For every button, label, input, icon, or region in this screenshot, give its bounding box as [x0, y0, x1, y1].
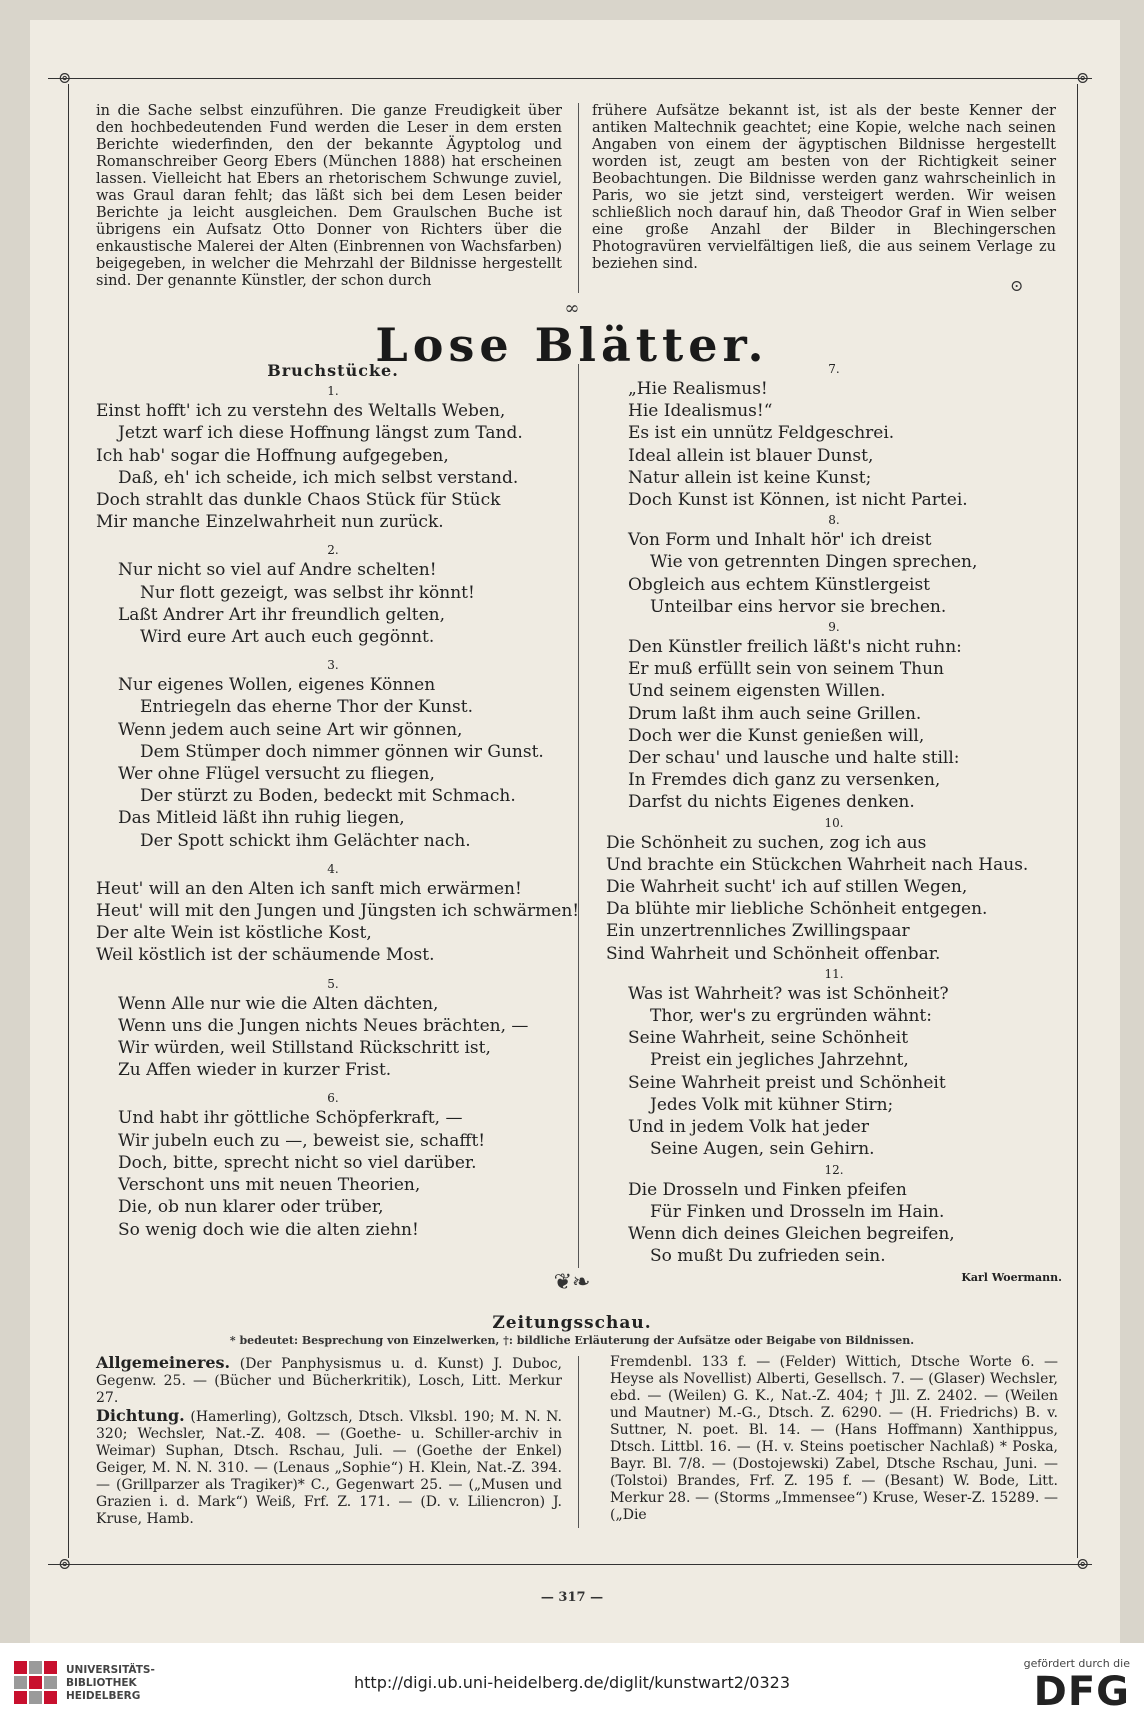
- university-name: UNIVERSITÄTS- BIBLIOTHEK HEIDELBERG: [66, 1663, 155, 1702]
- zeitung-entry: [96, 1407, 562, 1528]
- stanza-number: 1.: [327, 384, 339, 399]
- verse-line: Doch Kunst ist Können, ist nicht Partei.: [628, 490, 968, 511]
- verse-line: Darfst du nichts Eigenes denken.: [628, 792, 915, 813]
- verse-line: Seine Wahrheit preist und Schönheit: [628, 1072, 946, 1093]
- verse-line: Daß, eh' ich scheide, ich mich selbst verstand.: [118, 467, 519, 488]
- verse-line: Heut' will an den Alten ich sanft mich erwärmen!: [96, 878, 522, 899]
- prose-column-right: [592, 103, 1056, 273]
- zeitung-entry: [96, 1354, 562, 1407]
- verse-line: Die Wahrheit sucht' ich auf stillen Wegen,: [606, 877, 968, 898]
- verse-line: Wenn jedem auch seine Art wir gönnen,: [118, 719, 463, 740]
- verse-line: Der alte Wein ist köstliche Kost,: [96, 923, 372, 944]
- verse-line: Drum laßt ihm auch seine Grillen.: [628, 703, 922, 724]
- verse-line: Nur flott gezeigt, was selbst ihr könnt!: [140, 582, 475, 603]
- verse-line: Und seinem eigensten Willen.: [628, 681, 886, 702]
- section-title: Lose Blätter.: [375, 318, 769, 372]
- verse-line: Laßt Andrer Art ihr freundlich gelten,: [118, 604, 446, 625]
- zeitung-entry-text: (Hamerling), Goltzsch, Dtsch. Vlksbl. 190; M. N. N. 320; Wechsler, Nat.-Z. 408. — (Goethe- u. Schiller-archiv in Weimar) Suphan, Dtsch. Rschau, Juli. — (Goethe der Enkel) Geiger, M. N. N. 310. — (Lenaus „Sophie“) H. Klein, Nat.-Z. 394. — (Grillparzer als Tragiker)* C., Gegenwart 25. — („Musen und Grazien i. d. Mark“) Weiß, Frf. Z. 171. — (D. v. Liliencron) J. Kruse, Hamb.: [96, 1409, 562, 1527]
- verse-line: Heut' will mit den Jungen und Jüngsten ich schwärmen!: [96, 901, 580, 922]
- stanza-number: 4.: [327, 861, 339, 876]
- verse-line: Und in jedem Volk hat jeder: [628, 1117, 869, 1138]
- verse-line: Für Finken und Drosseln im Hain.: [650, 1201, 945, 1222]
- zeitung-entry-text: (Der Panphysismus u. d. Kunst) J. Duboc, Gegenw. 25. — (Bücher und Bücherkritik), Losch, Litt. Merkur 27.: [96, 1356, 563, 1406]
- stanza-number: 5.: [327, 976, 339, 991]
- verse-line: Ideal allein ist blauer Dunst,: [628, 445, 874, 466]
- verse-line: Da blühte mir liebliche Schönheit entgegen.: [606, 899, 988, 920]
- column-divider: [578, 364, 579, 1268]
- verse-line: Die, ob nun klarer oder trüber,: [118, 1197, 384, 1218]
- stanza-number: 12.: [824, 1162, 844, 1177]
- verse-line: Ich hab' sogar die Hoffnung aufgegeben,: [96, 445, 449, 466]
- verse-line: Obgleich aus echtem Künstlergeist: [628, 574, 931, 595]
- permalink-url[interactable]: http://digi.ub.uni-heidelberg.de/diglit/kunstwart2/0323: [354, 1673, 790, 1692]
- verse-line: Der stürzt zu Boden, bedeckt mit Schmach.: [140, 786, 516, 807]
- zeitung-entry-head: Dichtung.: [96, 1406, 185, 1425]
- verse-line: Die Drosseln und Finken pfeifen: [628, 1179, 907, 1200]
- stanza-number: 10.: [824, 815, 844, 830]
- stanza-number: 7.: [828, 362, 840, 376]
- page-number: — 317 —: [540, 1590, 604, 1605]
- verse-line: Wenn Alle nur wie die Alten dächten,: [118, 993, 439, 1014]
- verse-line: Jedes Volk mit kühner Stirn;: [650, 1094, 894, 1115]
- zeitung-column-left: [96, 1354, 562, 1528]
- verse-line: Unteilbar eins hervor sie brechen.: [650, 596, 947, 617]
- verse-line: Und habt ihr göttliche Schöpferkraft, —: [118, 1108, 463, 1129]
- verse-line: So mußt Du zufrieden sein.: [650, 1246, 886, 1267]
- prose-text: frühere Aufsätze bekannt ist, ist als der beste Kenner der antiken Maltechnik geachtet; eine Kopie, welche nach seinen Angaben von einem der ägyptischen Bildnisse hergestellt worden ist, zeugt am besten von der Richtigkeit seiner Beobachtungen. Die Bildnisse werden ganz wahrscheinlich in Paris, wo sie jetzt sind, versteigert werden. Wir weisen schließlich noch darauf hin, daß Theodor Graf in Wien selber eine große Anzahl der Bilder in Blechingerschen Photogravüren vervielfältigen ließ, die aus seinem Verlage zu beziehen sind.: [592, 103, 1056, 272]
- verse-line: Wir jubeln euch zu —, beweist sie, schafft!: [118, 1130, 486, 1151]
- verse-line: Hie Idealismus!“: [628, 401, 773, 422]
- column-divider: [578, 1356, 579, 1528]
- verse-line: Doch, bitte, sprecht nicht so viel darüber.: [118, 1152, 477, 1173]
- verse-line: Mir manche Einzelwahrheit nun zurück.: [96, 512, 444, 533]
- zeitung-entry-head: Allgemeineres.: [96, 1353, 231, 1372]
- frame-top-rule: [48, 78, 1092, 79]
- verse-line: So wenig doch wie die alten ziehn!: [118, 1219, 419, 1240]
- verse-line: Verschont uns mit neuen Theorien,: [118, 1175, 421, 1196]
- verse-line: „Hie Realismus!: [628, 379, 768, 399]
- zeitung-entry-text: Fremdenbl. 133 f. — (Felder) Wittich, Dtsche Worte 6. — Heyse als Novellist) Alberti, Gesellsch. 7. — (Glaser) Wechsler, ebd. — (Weilen) G. K., Nat.-Z. 404; † Jll. Z. 2402. — (Weilen und Mautner) M.-G., Dtsch. Z. 6290. — (H. Friedrichs) B. v. Suttner, N. poet. Bl. 14. — (Hans Hoffmann) Xanthippus, Dtsch. Littbl. 16. — (H. v. Steins poetischer Nachlaß) * Poska, Bayr. Bl. 7/8. — (Dostojewski) Zabel, Dtsche Rschau, Juni. — (Tolstoi) Brandes, Frf. Z. 195 f. — (Besant) W. Bode, Litt. Merkur 28. — (Storms „Immensee“) Kruse, Weser-Z. 15289. — („Die: [610, 1354, 1058, 1523]
- zeitung-title: Zeitungsschau.: [492, 1313, 652, 1333]
- verse-line: Nur eigenes Wollen, eigenes Können: [118, 675, 436, 696]
- poem-author: Karl Woermann.: [961, 1271, 1062, 1285]
- verse-line: Sind Wahrheit und Schönheit offenbar.: [606, 943, 941, 964]
- viewer-footer: [0, 1643, 1144, 1731]
- stanza-number: 2.: [327, 543, 339, 558]
- frame-bottom-rule: [48, 1564, 1092, 1565]
- verse-line: Wie von getrennten Dingen sprechen,: [650, 552, 978, 573]
- verse-line: In Fremdes dich ganz zu versenken,: [628, 770, 941, 791]
- verse-line: Preist ein jegliches Jahrzehnt,: [650, 1050, 909, 1071]
- verse-line: Wird eure Art auch euch gegönnt.: [140, 627, 435, 648]
- verse-line: Was ist Wahrheit? was ist Schönheit?: [628, 983, 949, 1004]
- verse-line: Wir würden, weil Stillstand Rückschritt ist,: [118, 1038, 491, 1059]
- verse-line: Dem Stümper doch nimmer gönnen wir Gunst.: [140, 741, 544, 762]
- divider-ornament-icon: ∞: [564, 298, 580, 319]
- verse-line: Entriegeln das eherne Thor der Kunst.: [140, 697, 474, 718]
- column-divider: [578, 103, 579, 293]
- zeitung-legend: * bedeutet: Besprechung von Einzelwerken, †: bildliche Erläuterung der Aufsätze oder Beigabe von Bildnissen.: [229, 1334, 915, 1347]
- verse-line: Doch strahlt das dunkle Chaos Stück für Stück: [96, 490, 501, 511]
- verse-line: Und brachte ein Stückchen Wahrheit nach Haus.: [606, 854, 1029, 875]
- poem-column-left: [96, 360, 580, 1241]
- dfg-logo-link[interactable]: [1024, 1657, 1130, 1714]
- verse-line: Der Spott schickt ihm Gelächter nach.: [140, 830, 471, 851]
- verse-line: Natur allein ist keine Kunst;: [628, 467, 872, 488]
- divider-ornament-icon: ❦❧: [553, 1270, 591, 1295]
- verse-line: Nur nicht so viel auf Andre schelten!: [118, 560, 437, 581]
- stanza-number: 8.: [828, 513, 840, 528]
- verse-line: Zu Affen wieder in kurzer Frist.: [118, 1060, 392, 1081]
- stanza-number: 9.: [828, 620, 840, 635]
- end-mark-icon: ⊙: [1010, 276, 1024, 295]
- verse-line: Er muß erfüllt sein von seinem Thun: [628, 659, 945, 680]
- verse-line: Jetzt warf ich diese Hoffnung längst zum Tand.: [118, 423, 523, 444]
- corner-ornament-icon: ⊚: [1076, 1554, 1090, 1573]
- verse-line: Einst hofft' ich zu verstehn des Weltalls Weben,: [96, 401, 506, 422]
- funded-by-label: gefördert durch die: [1023, 1657, 1130, 1670]
- verse-line: Doch wer die Kunst genießen will,: [628, 725, 925, 746]
- zeitung-column-right: [610, 1354, 1058, 1524]
- corner-ornament-icon: ⊚: [58, 1554, 72, 1573]
- verse-line: Die Schönheit zu suchen, zog ich aus: [606, 832, 927, 853]
- verse-line: Wenn uns die Jungen nichts Neues brächten, —: [118, 1015, 529, 1036]
- verse-line: Wer ohne Flügel versucht zu fliegen,: [118, 764, 435, 785]
- verse-line: Es ist ein unnütz Feldgeschrei.: [628, 423, 895, 444]
- verse-line: Weil köstlich ist der schäumende Most.: [96, 945, 435, 966]
- poem-heading: Bruchstücke.: [267, 361, 399, 380]
- verse-line: Ein unzertrennliches Zwillingspaar: [606, 921, 910, 942]
- stanza-number: 3.: [327, 658, 339, 673]
- verse-line: Das Mitleid läßt ihn ruhig liegen,: [118, 808, 405, 829]
- prose-column-left: [96, 103, 562, 290]
- verse-line: Der schau' und lausche und halte still:: [628, 748, 960, 769]
- dfg-logo-icon: DFG: [1033, 1669, 1130, 1715]
- verse-line: Seine Augen, sein Gehirn.: [650, 1139, 875, 1160]
- prose-text: in die Sache selbst einzuführen. Die ganze Freudigkeit über den hochbedeutenden Fund werden die Leser in dem ersten Berichte wiederfinden, den der bekannte Ägyptolog und Romanschreiber Georg Ebers (München 1888) hat erscheinen lassen. Vielleicht hat Ebers an rhetorischem Schwunge zuviel, was Graul daran fehlt; das läßt sich bei dem Lesen beider Berichte ja leicht ausgleichen. Dem Graulschen Buche ist übrigens ein Aufsatz Otto Donner von Richters über die enkaustische Malerei der Alten (Einbrennen von Wachsfarben) beigegeben, in welcher die Mehrzahl der Bildnisse hergestellt sind. Der genannte Künstler, der schon durch: [96, 103, 562, 289]
- verse-line: Den Künstler freilich läßt's nicht ruhn:: [628, 637, 962, 658]
- verse-line: Seine Wahrheit, seine Schönheit: [628, 1028, 909, 1049]
- poem-column-right: [606, 360, 1062, 1290]
- verse-line: Wenn dich deines Gleichen begreifen,: [628, 1223, 955, 1244]
- verse-line: Von Form und Inhalt hör' ich dreist: [628, 530, 932, 551]
- corner-ornament-icon: ⊚: [1076, 68, 1090, 87]
- stanza-number: 6.: [327, 1091, 339, 1106]
- verse-line: Thor, wer's zu ergründen wähnt:: [650, 1006, 932, 1027]
- stanza-number: 11.: [824, 966, 844, 981]
- corner-ornament-icon: ⊚: [58, 68, 72, 87]
